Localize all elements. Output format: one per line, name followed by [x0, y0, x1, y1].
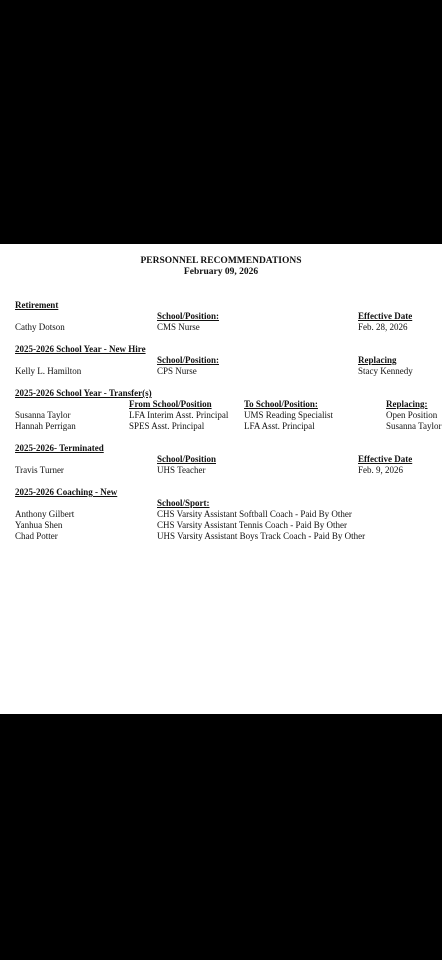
coaching-sport-header: School/Sport:	[157, 498, 210, 508]
coaching-row-name: Anthony Gilbert	[15, 509, 75, 519]
transfers-from-header: From School/Position	[129, 399, 212, 409]
terminated-date: Feb. 9, 2026	[358, 465, 403, 475]
transfer-row-name: Hannah Perrigan	[15, 421, 76, 431]
retirement-heading: Retirement	[15, 300, 59, 310]
retirement-date-header: Effective Date	[358, 311, 413, 321]
retirement-name: Cathy Dotson	[15, 322, 65, 332]
transfer-row-from: SPES Asst. Principal	[129, 421, 205, 431]
coaching-heading: 2025-2026 Coaching - New	[15, 487, 118, 497]
terminated-position: UHS Teacher	[157, 465, 206, 475]
retirement-position: CMS Nurse	[157, 322, 200, 332]
transfers-heading: 2025-2026 School Year - Transfer(s)	[15, 388, 152, 398]
coaching-row-name: Yanhua Shen	[15, 520, 63, 530]
coaching-row-name: Chad Potter	[15, 531, 58, 541]
retirement-position-header: School/Position:	[157, 311, 220, 321]
coaching-row-sport: CHS Varsity Assistant Tennis Coach - Paid By Other	[157, 520, 348, 530]
new-hire-replacing: Stacy Kennedy	[358, 366, 413, 376]
terminated-position-header: School/Position	[157, 454, 217, 464]
new-hire-replacing-header: Replacing	[358, 355, 397, 365]
new-hire-heading: 2025-2026 School Year - New Hire	[15, 344, 146, 354]
transfer-row-replacing: Open Position	[386, 410, 438, 420]
terminated-date-header: Effective Date	[358, 454, 413, 464]
transfers-to-header: To School/Position:	[244, 399, 318, 409]
transfer-row-from: LFA Interim Asst. Principal	[129, 410, 229, 420]
transfer-row-name: Susanna Taylor	[15, 410, 71, 420]
transfer-row-to: UMS Reading Specialist	[244, 410, 333, 420]
terminated-heading: 2025-2026- Terminated	[15, 443, 104, 453]
terminated-name: Travis Turner	[15, 465, 64, 475]
transfer-row-to: LFA Asst. Principal	[244, 421, 315, 431]
new-hire-name: Kelly L. Hamilton	[15, 366, 82, 376]
coaching-row-sport: CHS Varsity Assistant Softball Coach - Paid By Other	[157, 509, 352, 519]
new-hire-position: CPS Nurse	[157, 366, 197, 376]
transfers-replacing-header: Replacing:	[386, 399, 428, 409]
retirement-date: Feb. 28, 2026	[358, 322, 408, 332]
new-hire-position-header: School/Position:	[157, 355, 220, 365]
transfer-row-replacing: Susanna Taylor	[386, 421, 442, 431]
document-date: February 09, 2026	[183, 267, 259, 277]
document-page	[0, 244, 442, 714]
document-title: PERSONNEL RECOMMENDATIONS	[140, 256, 302, 266]
coaching-row-sport: UHS Varsity Assistant Boys Track Coach - Paid By Other	[157, 531, 366, 541]
